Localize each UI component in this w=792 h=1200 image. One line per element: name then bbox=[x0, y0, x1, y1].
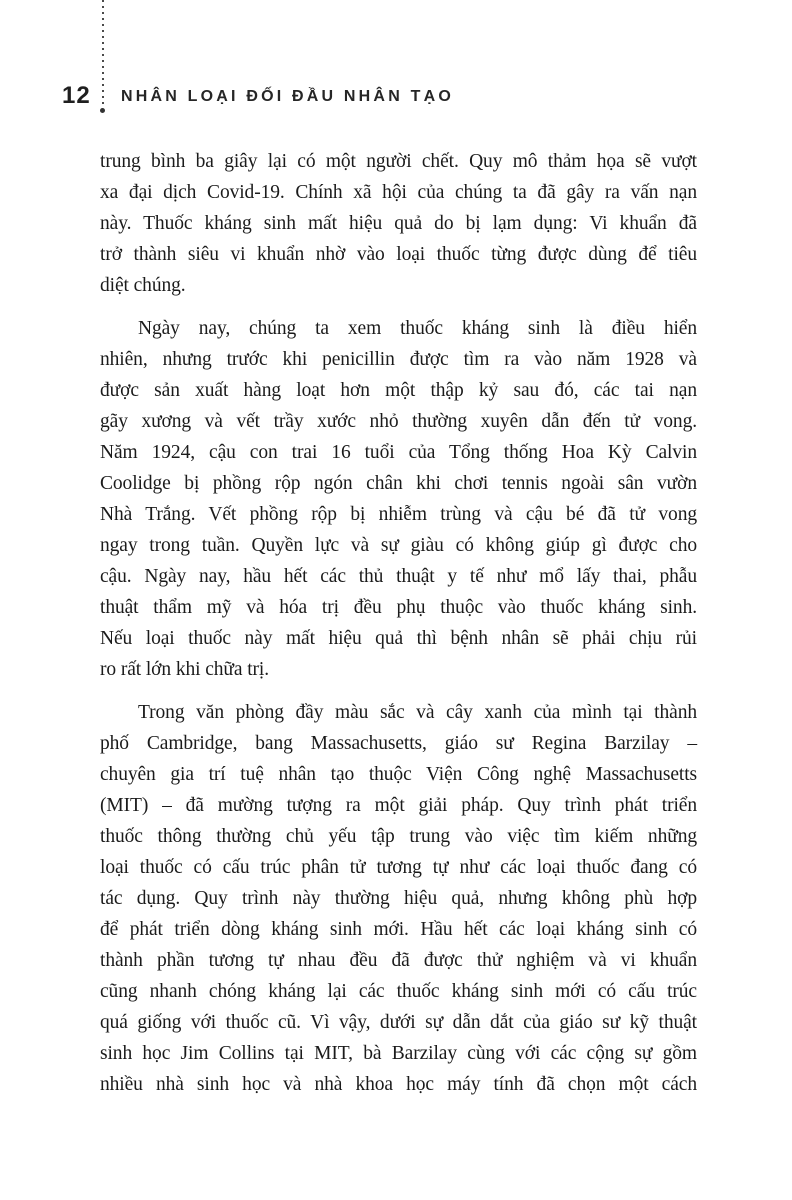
dotted-divider-rule bbox=[102, 0, 104, 104]
paragraph bbox=[100, 697, 697, 1100]
text-line: được sản xuất hàng loạt hơn một thập kỷ sau đó, các tai nạn bbox=[100, 380, 697, 401]
text-line: trở thành siêu vi khuẩn nhờ vào loại thuốc từng được dùng để tiêu bbox=[100, 244, 697, 265]
text-line: Coolidge bị phồng rộp ngón chân khi chơi tennis ngoài sân vườn bbox=[100, 473, 697, 494]
text-line: diệt chúng. bbox=[100, 275, 186, 296]
divider-end-dot bbox=[100, 108, 105, 113]
text-line: nhiên, nhưng trước khi penicillin được tìm ra vào năm 1928 và bbox=[100, 349, 697, 370]
text-line: (MIT) – đã mường tượng ra một giải pháp. Quy trình phát triển bbox=[100, 795, 697, 816]
text-line: tác dụng. Quy trình này thường hiệu quả, nhưng không phù hợp bbox=[100, 888, 697, 909]
text-line: này. Thuốc kháng sinh mất hiệu quả do bị lạm dụng: Vi khuẩn đã bbox=[100, 213, 697, 234]
page-body bbox=[100, 146, 697, 1100]
text-line: gãy xương và vết trầy xước nhỏ thường xuyên dẫn đến tử vong. bbox=[100, 411, 697, 432]
text-line: Ngày nay, chúng ta xem thuốc kháng sinh là điều hiển bbox=[138, 318, 697, 339]
text-line: để phát triển dòng kháng sinh mới. Hầu hết các loại kháng sinh có bbox=[100, 919, 697, 940]
text-line: cũng nhanh chóng kháng lại các thuốc kháng sinh mới có cấu trúc bbox=[100, 981, 697, 1002]
running-head-title: NHÂN LOẠI ĐỐI ĐẦU NHÂN TẠO bbox=[121, 88, 454, 105]
text-line: cậu. Ngày nay, hầu hết các thủ thuật y tế như mổ lấy thai, phẫu bbox=[100, 566, 697, 587]
text-line: Nếu loại thuốc này mất hiệu quả thì bệnh nhân sẽ phải chịu rủi bbox=[100, 628, 697, 649]
text-line: phố Cambridge, bang Massachusetts, giáo sư Regina Barzilay – bbox=[100, 733, 697, 754]
text-line: thành phần tương tự nhau đều đã được thử nghiệm và vi khuẩn bbox=[100, 950, 697, 971]
text-line: chuyên gia trí tuệ nhân tạo thuộc Viện Công nghệ Massachusetts bbox=[100, 764, 697, 785]
page-number: 12 bbox=[62, 82, 91, 109]
text-line: ngay trong tuần. Quyền lực và sự giàu có không giúp gì được cho bbox=[100, 535, 697, 556]
text-line: ro rất lớn khi chữa trị. bbox=[100, 659, 270, 680]
text-line: loại thuốc có cấu trúc phân tử tương tự như các loại thuốc đang có bbox=[100, 857, 697, 878]
text-line: nhiều nhà sinh học và nhà khoa học máy tính đã chọn một cách bbox=[100, 1074, 697, 1095]
text-line: trung bình ba giây lại có một người chết. Quy mô thảm họa sẽ vượt bbox=[100, 151, 697, 172]
text-line: Nhà Trắng. Vết phồng rộp bị nhiễm trùng và cậu bé đã tử vong bbox=[100, 504, 697, 525]
paragraph bbox=[100, 313, 697, 685]
text-line: xa đại dịch Covid-19. Chính xã hội của chúng ta đã gây ra vấn nạn bbox=[100, 182, 697, 203]
text-line: sinh học Jim Collins tại MIT, bà Barzilay cùng với các cộng sự gồm bbox=[100, 1043, 697, 1064]
paragraph bbox=[100, 146, 697, 301]
text-line: quá giống với thuốc cũ. Vì vậy, dưới sự dẫn dắt của giáo sư kỹ thuật bbox=[100, 1012, 697, 1033]
text-line: thuốc thông thường chủ yếu tập trung vào việc tìm kiếm những bbox=[100, 826, 697, 847]
text-line: thuật thẩm mỹ và hóa trị đều phụ thuộc vào thuốc kháng sinh. bbox=[100, 597, 697, 618]
text-line: Năm 1924, cậu con trai 16 tuổi của Tổng thống Hoa Kỳ Calvin bbox=[100, 442, 697, 463]
text-line: Trong văn phòng đầy màu sắc và cây xanh của mình tại thành bbox=[138, 702, 697, 723]
